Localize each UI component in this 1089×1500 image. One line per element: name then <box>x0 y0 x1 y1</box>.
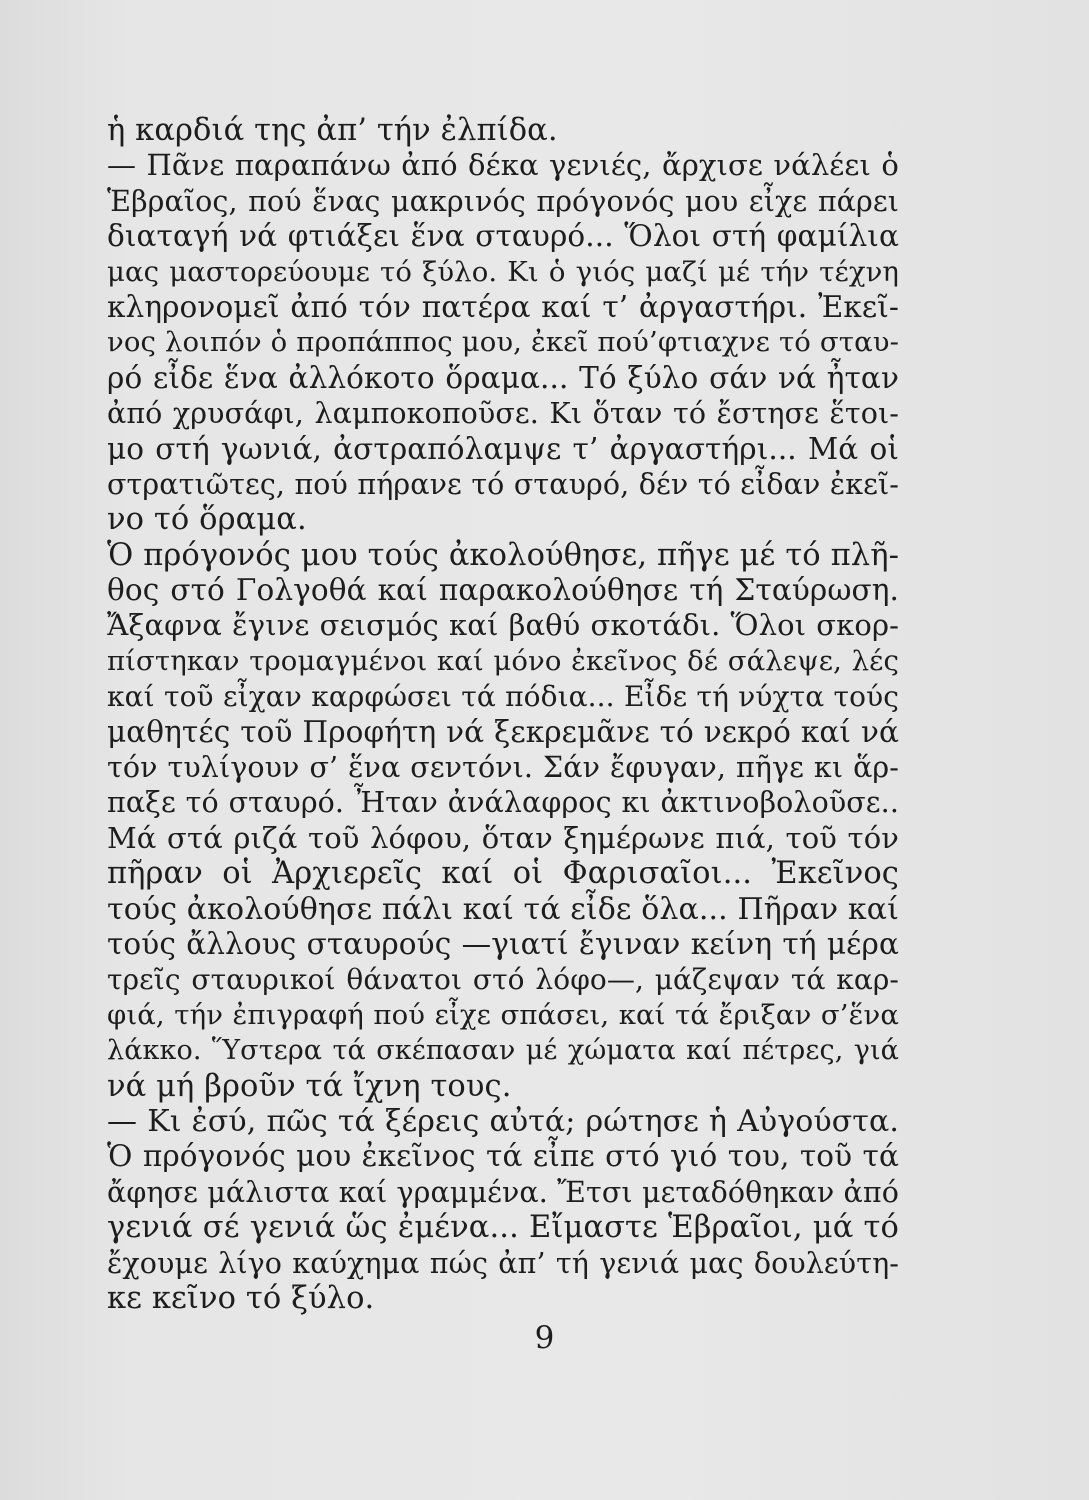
text-line: μας μαστορεύουμε τό ξύλο. Κι ὁ γιός μαζί μέ τήν τέχνη <box>107 255 899 288</box>
text-line: ρό εἶδε ἕνα ἀλλόκοτο ὅραμα... Τό ξύλο σάν νά ἦταν <box>107 360 899 395</box>
text-line: κληρονομεῖ ἀπό τόν πατέρα καί τ’ ἀργαστήρι. Ἐκεῖ- <box>107 289 899 324</box>
text-line: θος στό Γολγοθά καί παρακολούθησε τή Σταύρωση. <box>107 573 899 608</box>
text-line: λάκκο. Ὕστερα τά σκέπασαν μέ χώματα καί πέτρες, γιά <box>107 1035 899 1067</box>
text-line: Ὁ πρόγονός μου ἐκεῖνος τά εἶπε στό γιό του, τοῦ τά <box>107 1139 899 1174</box>
text-line: τόν τυλίγουν σ’ ἕνα σεντόνι. Σάν ἔφυγαν, πῆγε κι ἅρ- <box>107 751 899 785</box>
text-line: ἄφησε μάλιστα καί γραμμένα. Ἔτσι μεταδόθηκαν ἀπό <box>107 1175 899 1209</box>
text-line: ἔχουμε λίγο καύχημα πώς ἀπ’ τή γενιά μας δουλεύτη- <box>107 1246 899 1280</box>
text-line: στρατιῶτες, πού πήρανε τό σταυρό, δέν τό εἶδαν ἐκεῖ- <box>107 467 899 501</box>
text-line: — Κι ἐσύ, πῶς τά ξέρεις αὐτά; ρώτησε ἡ Αὐγούστα. <box>107 1103 899 1139</box>
text-line: τούς ἀκολούθησε πάλι καί τά εἶδε ὅλα... Πῆραν καί <box>107 891 899 927</box>
text-line: ἀπό χρυσάφι, λαμποκοποῦσε. Κι ὅταν τό ἔστησε ἕτοι- <box>107 397 899 431</box>
text-line: — Πᾶνε παραπάνω ἀπό δέκα γενιές, ἄρχισε νάλέει ὁ <box>107 148 899 183</box>
text-line: κε κεῖνο τό ξύλο. <box>107 1280 375 1316</box>
text-line: νος λοιπόν ὁ προπάππος μου, ἐκεῖ πού’φτιαχνε τό σταυ- <box>107 326 899 359</box>
text-line: πίστηκαν τρομαγμένοι καί μόνο ἐκεῖνος δέ σάλεψε, λές <box>107 644 899 677</box>
text-line: διαταγή νά φτιάξει ἕνα σταυρό... Ὅλοι στή φαμίλια <box>107 219 899 254</box>
text-line: Ἄξαφνα ἔγινε σεισμός καί βαθύ σκοτάδι. Ὅλοι σκορ- <box>107 608 899 643</box>
text-line: παξε τό σταυρό. Ἦταν ἀνάλαφρος κι ἀκτινοβολοῦσε.. <box>107 786 899 820</box>
text-line: τρεῖς σταυρικοί θάνατοι στό λόφο—, μάζεψαν τά καρ- <box>107 963 899 997</box>
text-line: φιά, τήν ἐπιγραφή πού εἶχε σπάσει, καί τά ἔριξαν σ’ἕνα <box>107 998 899 1031</box>
text-line: τούς ἄλλους σταυρούς —γιατί ἔγιναν κείνη τή μέρα <box>107 926 899 961</box>
body-text <box>107 113 899 1316</box>
text-line: πῆραν οἱ Ἀρχιερεῖς καί οἱ Φαρισαῖοι... Ἐκεῖνος <box>107 856 899 892</box>
text-line: Μά στά ριζά τοῦ λόφου, ὅταν ξημέρωνε πιά, τοῦ τόν <box>107 820 899 855</box>
text-line: Ὁ πρόγονός μου τούς ἀκολούθησε, πῆγε μέ τό πλῆ- <box>107 537 899 573</box>
text-line: καί τοῦ εἶχαν καρφώσει τά πόδια... Εἶδε τή νύχτα τούς <box>107 680 899 714</box>
text-line: μαθητές τοῦ Προφήτη νά ξεκρεμᾶνε τό νεκρό καί νά <box>107 714 899 749</box>
text-line: ἡ καρδιά της ἀπ’ τήν ἐλπίδα. <box>107 113 558 148</box>
page-number: 9 <box>534 1320 555 1356</box>
text-line: Ἑβραῖος, πού ἕνας μακρινός πρόγονός μου εἶχε πάρει <box>107 184 899 218</box>
text-line: νο τό ὅραμα. <box>107 502 307 538</box>
text-line: γενιά σέ γενιά ὥς ἐμένα... Εἴμαστε Ἑβραῖοι, μά τό <box>107 1210 899 1246</box>
text-line: νά μή βροῦν τά ἴχνη τους. <box>107 1068 512 1104</box>
text-line: μο στή γωνιά, ἀστραπόλαμψε τ’ ἀργαστήρι... Μά οἱ <box>107 431 899 466</box>
